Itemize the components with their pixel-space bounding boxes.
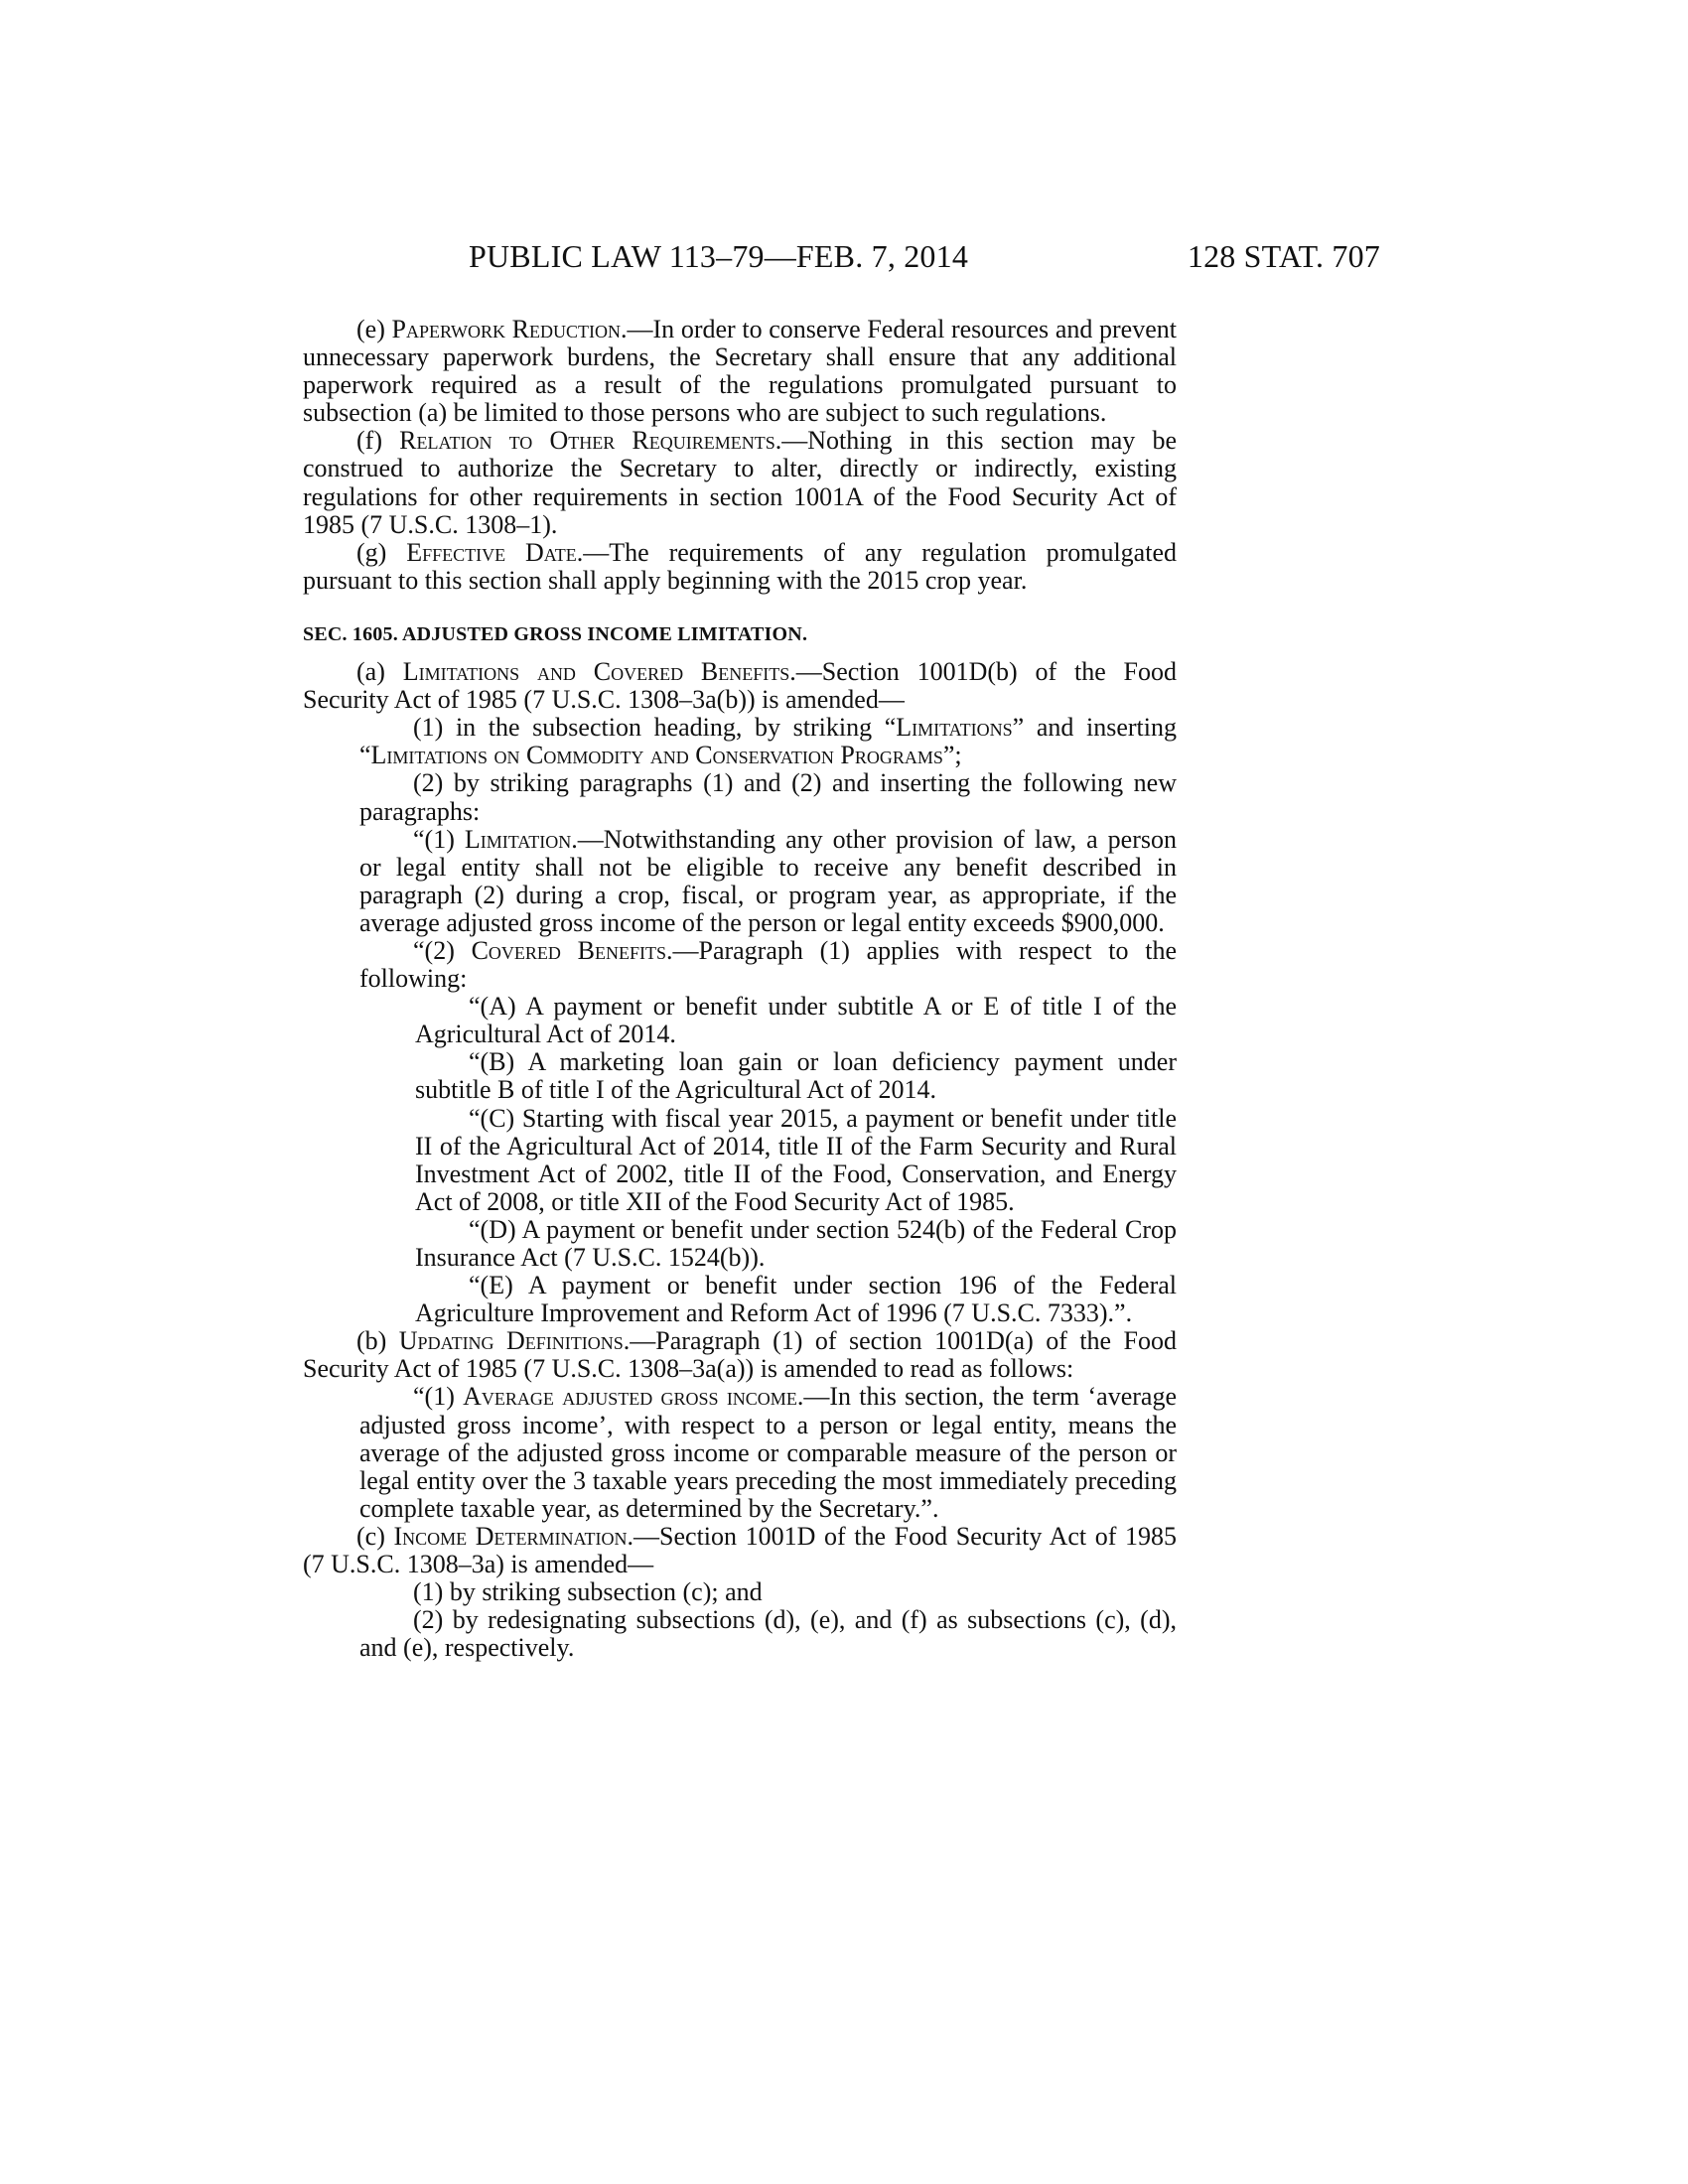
quoted-subparagraph-d: “(D) A payment or benefit under section 524(b) of the Federal Crop Insurance Act (7 U.S.C. 1524(b)).: [415, 1214, 1177, 1272]
quoted-paragraph-1: “(1) Limitation.—Notwithstanding any other provision of law, a person or legal entity shall not be eligible to receive any benefit described in paragraph (2) during a crop, fiscal, or program year, as appropriate, if the average adjusted gross income of the person or legal entity exceeds $900,000.: [359, 824, 1177, 937]
subsection-c-item-2: (2) by redesignating subsections (d), (e), and (f) as subsections (c), (d), and (e), respectively.: [359, 1605, 1177, 1663]
paragraph-g-heading: Effective Date: [406, 537, 577, 567]
paragraph-f-heading: Relation to Other Requirements: [399, 426, 775, 456]
section-heading: SEC. 1605. ADJUSTED GROSS INCOME LIMITATION.: [303, 622, 808, 645]
running-head-title: PUBLIC LAW 113–79—FEB. 7, 2014: [469, 238, 969, 274]
subsection-a-item-1: (1) in the subsection heading, by striking “Limitations” and inserting “Limitations on Commodity and Conservation Programs”;: [359, 713, 1177, 770]
document-body: [303, 316, 1177, 1662]
quoted-paragraph-1-heading: Limitation: [464, 824, 572, 854]
statute-page-number: 128 STAT. 707: [1187, 238, 1380, 274]
quoted-subparagraph-b: “(B) A marketing loan gain or loan deficiency payment under subtitle B of title I of the Agricultural Act of 2014.: [415, 1047, 1177, 1105]
subsection-c: (c) Income Determination.—Section 1001D of the Food Security Act of 1985 (7 U.S.C. 1308–3a) is amended—: [303, 1521, 1178, 1579]
subsection-a-item-2: (2) by striking paragraphs (1) and (2) and inserting the following new paragraphs:: [359, 768, 1177, 826]
page-header: [298, 238, 1380, 288]
subsection-a-heading: Limitations and Covered Benefits: [402, 657, 790, 687]
quoted-definition: “(1) Average adjusted gross income.—In this section, the term ‘average adjusted gross income’, with respect to a person or legal entity, means the average of the adjusted gross income or comparable measure of the person or legal entity over the 3 taxable years preceding the most immediately preceding complete taxable year, as determined by the Secretary.”.: [359, 1382, 1177, 1523]
subsection-a: (a) Limitations and Covered Benefits.—Section 1001D(b) of the Food Security Act of 1985 (7 U.S.C. 1308–3a(b)) is amended—: [303, 657, 1178, 715]
quoted-subparagraph-e: “(E) A payment or benefit under section 196 of the Federal Agriculture Improvement and Reform Act of 1996 (7 U.S.C. 7333).”.: [415, 1271, 1177, 1328]
subsection-c-heading: Income Determination: [393, 1521, 628, 1551]
quoted-subparagraph-a: “(A) A payment or benefit under subtitle A or E of title I of the Agricultural Act of 2014.: [415, 992, 1177, 1049]
paragraph-g: (g) Effective Date.—The requirements of any regulation promulgated pursuant to this section shall apply beginning with the 2015 crop year.: [303, 537, 1177, 595]
subsection-c-item-1: (1) by striking subsection (c); and: [413, 1577, 763, 1607]
paragraph-f: (f) Relation to Other Requirements.—Nothing in this section may be construed to authorize the Secretary to alter, directly or indirectly, existing regulations for other requirements in section 1001A of the Food Security Act of 1985 (7 U.S.C. 1308–1).: [303, 426, 1177, 539]
quoted-paragraph-2: “(2) Covered Benefits.—Paragraph (1) applies with respect to the following:: [359, 935, 1177, 994]
subsection-b-heading: Updating Definitions: [398, 1326, 624, 1356]
paragraph-e: (e) Paperwork Reduction.—In order to conserve Federal resources and prevent unnecessary paperwork burdens, the Secretary shall ensure that any additional paperwork required as a result of the regulations promulgated pursuant to subsection (a) be limited to those persons who are subject to such regulations.: [303, 315, 1177, 428]
quoted-paragraph-2-heading: Covered Benefits: [471, 935, 666, 965]
subsection-b: (b) Updating Definitions.—Paragraph (1) of section 1001D(a) of the Food Security Act of 1985 (7 U.S.C. 1308–3a(a)) is amended to read as follows:: [303, 1326, 1177, 1384]
quoted-definition-heading: Average adjusted gross income: [463, 1382, 797, 1412]
quoted-subparagraph-c: “(C) Starting with fiscal year 2015, a payment or benefit under title II of the Agricultural Act of 2014, title II of the Farm Security and Rural Investment Act of 2002, title II of the Food, Conservation, and Energy Act of 2008, or title XII of the Food Security Act of 1985.: [415, 1103, 1177, 1216]
paragraph-e-heading: Paperwork Reduction: [391, 315, 622, 343]
